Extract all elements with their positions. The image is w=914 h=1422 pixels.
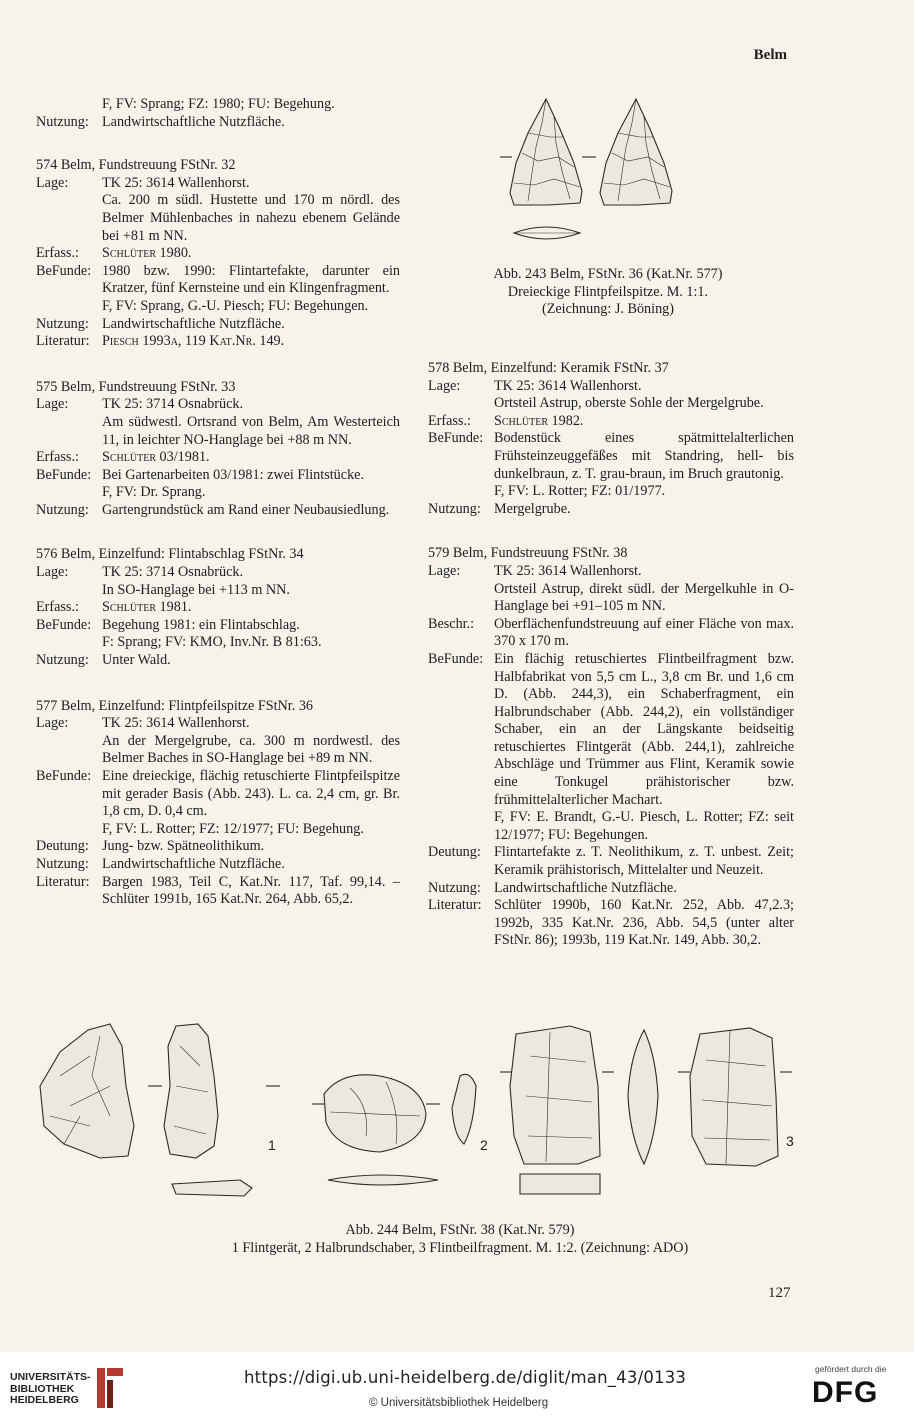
befunde-continued: F, FV: L. Rotter; FZ: 01/1977. bbox=[494, 483, 666, 500]
running-head: Belm bbox=[753, 47, 787, 63]
label-lage: Lage: bbox=[36, 715, 69, 732]
label-lage: Lage: bbox=[36, 174, 69, 191]
caption-line: (Zeichnung: J. Böning) bbox=[541, 301, 674, 317]
befunde-text: Bodenstück eines spätmittelalterlichen Frühsteinzeuggefäßes mit Standring, hell- bis dunkelbraun, z. T. grau-braun, im Bruch grautonig. bbox=[494, 430, 794, 482]
entry-576 bbox=[36, 546, 400, 669]
arrowhead-drawing bbox=[498, 93, 680, 263]
label-literatur: Literatur: bbox=[428, 897, 482, 914]
befunde-text: 1980 bzw. 1990: Flintartefakte, darunter ein Kratzer, fünf Kernsteine und ein Klingenfragment. bbox=[102, 262, 400, 297]
label-befunde: BeFunde: bbox=[36, 768, 92, 784]
library-logo[interactable] bbox=[10, 1372, 91, 1407]
label-nutzung: Nutzung: bbox=[428, 500, 481, 517]
library-emblem-icon bbox=[95, 1366, 125, 1410]
entry-heading: 576 Belm, Einzelfund: Flintabschlag FStNr. 34 bbox=[36, 546, 304, 563]
befunde-continued: F, FV: Sprang, G.-U. Piesch; FU: Begehungen. bbox=[102, 297, 369, 314]
figure-244-caption bbox=[120, 1222, 800, 1257]
label-befunde: BeFunde: bbox=[36, 262, 92, 279]
label-erfass: Erfass.: bbox=[36, 449, 79, 466]
label-deutung: Deutung: bbox=[36, 838, 89, 855]
figure-label-1: 1 bbox=[268, 1137, 276, 1153]
nutzung-text: Landwirtschaftliche Nutzfläche. bbox=[102, 855, 285, 872]
label-befunde: BeFunde: bbox=[428, 650, 484, 667]
label-nutzung: Nutzung: bbox=[36, 501, 89, 518]
nutzung-text: Mergelgrube. bbox=[494, 500, 571, 517]
lage-text: TK 25: 3614 Wallenhorst. bbox=[494, 562, 642, 579]
figure-label-2: 2 bbox=[480, 1137, 488, 1153]
label-erfass: Erfass.: bbox=[36, 245, 79, 262]
befunde-continued: F, FV: E. Brandt, G.-U. Piesch, L. Rotter; FZ: seit 12/1977; FU: Begehungen. bbox=[494, 809, 794, 843]
caption-line: Abb. 243 Belm, FStNr. 36 (Kat.Nr. 577) bbox=[493, 266, 723, 282]
nutzung-text: Landwirtschaftliche Nutzfläche. bbox=[102, 315, 285, 332]
label-literatur: Literatur: bbox=[36, 333, 90, 350]
right-column bbox=[428, 360, 794, 950]
befunde-continued: F, FV: L. Rotter; FZ: 12/1977; FU: Begehung. bbox=[102, 820, 364, 837]
lage-continued: Ca. 200 m südl. Hustette und 170 m nördl. des Belmer Mühlenbaches in nahezu ebenem Gelände bei +81 m NN. bbox=[102, 192, 400, 244]
lage-text: TK 25: 3614 Wallenhorst. bbox=[102, 715, 250, 732]
figure-label-3: 3 bbox=[786, 1133, 794, 1149]
figure-243-caption bbox=[448, 266, 768, 319]
label-nutzung: Nutzung: bbox=[36, 315, 89, 332]
label-nutzung: Nutzung: bbox=[428, 879, 481, 896]
label-befunde: BeFunde: bbox=[36, 466, 92, 483]
label-lage: Lage: bbox=[428, 377, 461, 394]
label-lage: Lage: bbox=[36, 564, 69, 581]
lead-line bbox=[36, 96, 400, 114]
label-befunde: BeFunde: bbox=[36, 616, 92, 633]
lead-line bbox=[36, 114, 400, 132]
library-name-line: HEIDELBERG bbox=[10, 1394, 79, 1406]
label-nutzung: Nutzung: bbox=[36, 855, 89, 872]
befunde-text: Begehung 1981: ein Flintabschlag. bbox=[102, 616, 300, 633]
literatur-text: Piesch 1993a, 119 Kat.Nr. 149. bbox=[102, 333, 285, 350]
literatur-text: Bargen 1983, Teil C, Kat.Nr. 117, Taf. 99,14. – Schlüter 1991b, 165 Kat.Nr. 264, Abb. 65,2. bbox=[102, 873, 400, 908]
flint-tools-drawing bbox=[30, 1016, 820, 1212]
label-erfass: Erfass.: bbox=[36, 599, 79, 616]
erfass-text: Schlüter 03/1981. bbox=[102, 449, 210, 466]
library-name-line: UNIVERSITÄTS- bbox=[10, 1371, 91, 1383]
label-befunde: BeFunde: bbox=[428, 430, 484, 447]
nutzung-text: Landwirtschaftliche Nutzfläche. bbox=[494, 879, 677, 896]
document-url-link[interactable]: https://digi.ub.uni-heidelberg.de/diglit/man_43/0133 bbox=[244, 1368, 687, 1387]
entry-579 bbox=[428, 545, 794, 950]
nutzung-text: Unter Wald. bbox=[102, 652, 171, 669]
entry-heading: 579 Belm, Fundstreuung FStNr. 38 bbox=[428, 545, 628, 562]
literatur-text: Schlüter 1990b, 160 Kat.Nr. 252, Abb. 47,2.3; 1992b, 335 Kat.Nr. 236, Abb. 54,5 (unter alter FStNr. 86); 1993b, 119 Kat.Nr. 149, Abb. 30,2. bbox=[494, 897, 794, 949]
entry-574 bbox=[36, 157, 400, 351]
label-lage: Lage: bbox=[36, 396, 69, 413]
lage-text: TK 25: 3614 Wallenhorst. bbox=[102, 174, 250, 191]
lage-continued: In SO-Hanglage bei +113 m NN. bbox=[102, 581, 290, 598]
label-lage: Lage: bbox=[428, 562, 461, 579]
label-erfass: Erfass.: bbox=[428, 412, 471, 429]
erfass-text: Schlüter 1981. bbox=[102, 599, 192, 616]
label-deutung: Deutung: bbox=[428, 844, 481, 861]
lage-text: TK 25: 3614 Wallenhorst. bbox=[494, 377, 642, 394]
erfass-text: Schlüter 1980. bbox=[102, 245, 192, 262]
befunde-continued: F, FV: Dr. Sprang. bbox=[102, 484, 206, 501]
befunde-continued: F: Sprang; FV: KMO, Inv.Nr. B 81:63. bbox=[102, 634, 322, 651]
field-text: F, FV: Sprang; FZ: 1980; FU: Begehung. bbox=[102, 96, 335, 112]
lage-continued: An der Mergelgrube, ca. 300 m nordwestl. des Belmer Baches in SO-Hanglage bei +89 m NN. bbox=[102, 732, 400, 767]
entry-heading: 578 Belm, Einzelfund: Keramik FStNr. 37 bbox=[428, 360, 669, 376]
entry-heading: 574 Belm, Fundstreuung FStNr. 32 bbox=[36, 157, 236, 174]
entry-578 bbox=[428, 360, 794, 518]
entry-heading: 575 Belm, Fundstreuung FStNr. 33 bbox=[36, 378, 236, 395]
lage-continued: Ortsteil Astrup, direkt südl. der Mergelkuhle in O-Hanglage bei +91–105 m NN. bbox=[494, 580, 794, 615]
deutung-text: Jung- bzw. Spätneolithikum. bbox=[102, 838, 265, 855]
page-number: 127 bbox=[768, 1285, 791, 1301]
entry-heading: 577 Belm, Einzelfund: Flintpfeilspitze FStNr. 36 bbox=[36, 697, 314, 714]
lage-continued: Ortsteil Astrup, oberste Sohle der Mergelgrube. bbox=[494, 395, 764, 412]
field-text: Landwirtschaftliche Nutzfläche. bbox=[102, 113, 285, 130]
entry-575 bbox=[36, 379, 400, 520]
erfass-text: Schlüter 1982. bbox=[494, 412, 584, 429]
label-literatur: Literatur: bbox=[36, 873, 90, 890]
beschr-text: Oberflächenfundstreuung auf einer Fläche von max. 370 x 170 m. bbox=[494, 615, 794, 650]
caption-line: 1 Flintgerät, 2 Halbrundschaber, 3 Flintbeilfragment. M. 1:2. (Zeichnung: ADO) bbox=[231, 1239, 689, 1256]
label-beschr: Beschr.: bbox=[428, 615, 475, 632]
funding-note: gefördert durch die bbox=[815, 1364, 887, 1374]
befunde-text: Bei Gartenarbeiten 03/1981: zwei Flintstücke. bbox=[102, 466, 365, 483]
lage-text: TK 25: 3714 Osnabrück. bbox=[102, 564, 244, 581]
copyright-notice: © Universitätsbibliothek Heidelberg bbox=[369, 1397, 549, 1409]
dfg-logo[interactable]: DFG bbox=[812, 1376, 879, 1409]
befunde-text: Eine dreieckige, flächig retuschierte Flintpfeilspitze mit gerader Basis (Abb. 243). L. ca. 2,4 cm, gr. Br. 1,8 cm, D. 0,4 cm. bbox=[102, 768, 400, 820]
viewer-footer bbox=[0, 1352, 914, 1422]
library-name-line: BIBLIOTHEK bbox=[10, 1382, 75, 1395]
field-label bbox=[36, 96, 102, 114]
lage-continued: Am südwestl. Ortsrand von Belm, Am Westerteich 11, in leichter NO-Hanglage bei +88 m NN. bbox=[102, 413, 400, 448]
deutung-text: Flintartefakte z. T. Neolithikum, z. T. unbest. Zeit; Keramik prähistorisch, Mittelalter und Neuzeit. bbox=[494, 844, 794, 879]
field-label: Nutzung: bbox=[36, 113, 89, 130]
caption-line: Abb. 244 Belm, FStNr. 38 (Kat.Nr. 579) bbox=[345, 1222, 575, 1238]
lage-text: TK 25: 3714 Osnabrück. bbox=[102, 396, 244, 413]
label-nutzung: Nutzung: bbox=[36, 652, 89, 669]
caption-line: Dreieckige Flintpfeilspitze. M. 1:1. bbox=[507, 283, 709, 300]
nutzung-text: Gartengrundstück am Rand einer Neubausiedlung. bbox=[102, 501, 390, 518]
left-column bbox=[36, 96, 400, 909]
befunde-text: Ein flächig retuschiertes Flintbeilfragment bzw. Halbfabrikat von 5,5 cm L., 3,8 cm Br. und 1,6 cm D. (Abb. 244,3), ein Schaberfragment, ein Halbrundschaber (Abb. 244,2), ein vollständiger Schaber, ein an der Längskante beidseitig retuschiertes Flintgerät (Abb. 244,1), zahlreiche Abschläge und Trümmer aus Flint, Keramik sowie eine Tonkugel prähistorischer bzw. frühmittelalterlicher Machart. bbox=[494, 650, 794, 808]
entry-577 bbox=[36, 698, 400, 909]
